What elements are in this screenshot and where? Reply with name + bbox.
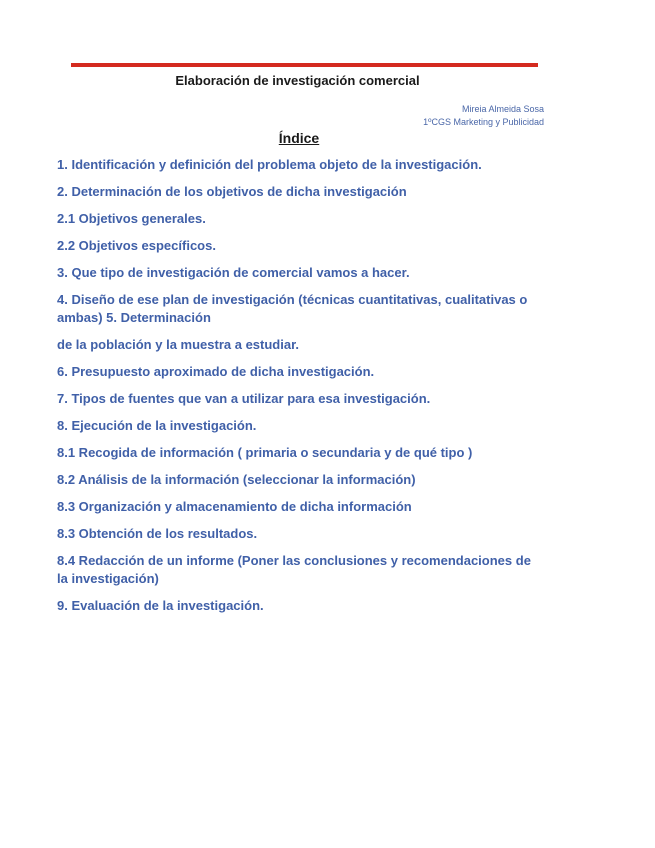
header-rule (71, 63, 538, 67)
toc-item: 8.2 Análisis de la información (seleccionar la información) (57, 472, 416, 487)
toc-item: 4. Diseño de ese plan de investigación (técnicas cuantitativas, cualitativas o ambas) 5. Determinación (57, 292, 528, 325)
toc-item: 9. Evaluación de la investigación. (57, 598, 264, 613)
toc-item: 8.3 Obtención de los resultados. (57, 526, 258, 541)
author-block (423, 103, 544, 129)
table-of-contents (57, 156, 537, 624)
toc-item: de la población y la muestra a estudiar. (57, 337, 300, 352)
toc-item: 1. Identificación y definición del problema objeto de la investigación. (57, 157, 482, 172)
toc-item: 8.3 Organización y almacenamiento de dicha información (57, 499, 412, 514)
course-name: 1ºCGS Marketing y Publicidad (423, 117, 544, 127)
toc-item: 8.4 Redacción de un informe (Poner las conclusiones y recomendaciones de la investigación) (57, 553, 531, 586)
toc-item: 3. Que tipo de investigación de comercial vamos a hacer. (57, 265, 410, 280)
toc-item: 7. Tipos de fuentes que van a utilizar para esa investigación. (57, 391, 431, 406)
toc-item: 8. Ejecución de la investigación. (57, 418, 257, 433)
author-name: Mireia Almeida Sosa (461, 104, 544, 114)
toc-item: 2.2 Objetivos específicos. (57, 238, 216, 253)
document-title: Elaboración de investigación comercial (175, 73, 420, 88)
toc-item: 2. Determinación de los objetivos de dicha investigación (57, 184, 407, 199)
toc-item: 2.1 Objetivos generales. (57, 211, 206, 226)
toc-item: 6. Presupuesto aproximado de dicha investigación. (57, 364, 375, 379)
index-heading: Índice (278, 130, 320, 146)
toc-item: 8.1 Recogida de información ( primaria o secundaria y de qué tipo ) (57, 445, 473, 460)
